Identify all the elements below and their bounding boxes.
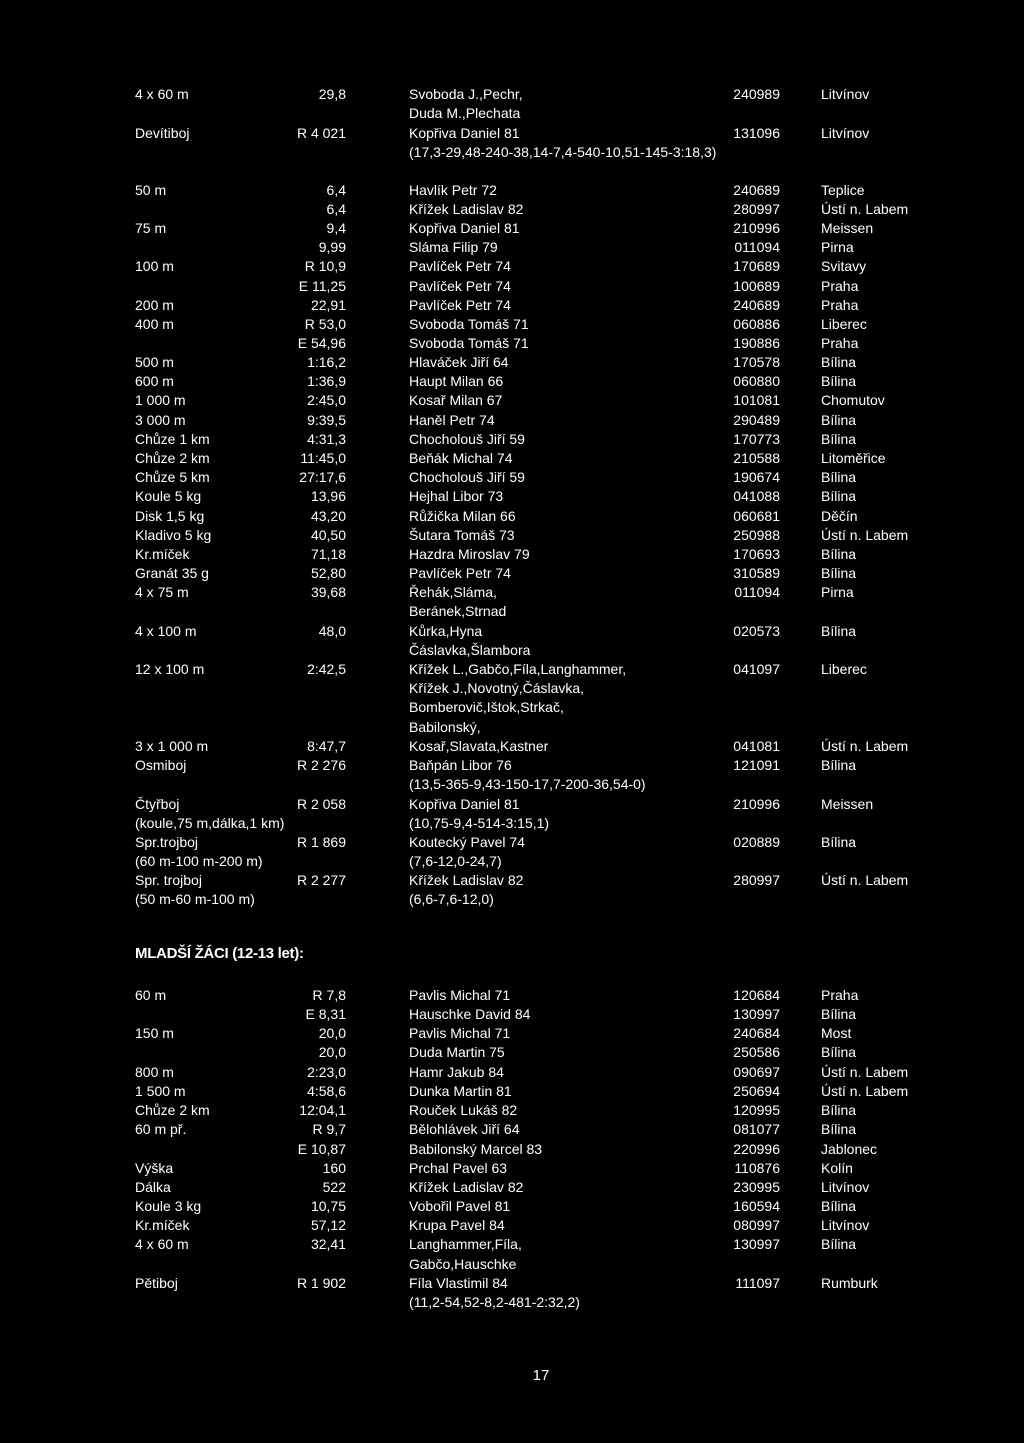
- record-place: Bílina: [821, 757, 857, 773]
- record-result: E 10,87: [297, 1141, 346, 1157]
- record-event: Spr. trojboj: [135, 872, 202, 888]
- record-result: 9,4: [326, 220, 346, 236]
- record-event: 4 x 100 m: [135, 623, 197, 639]
- record-event: 50 m: [135, 182, 167, 198]
- record-place: Bílina: [821, 546, 857, 562]
- record-date: 240689: [733, 297, 780, 313]
- record-result: 6,4: [326, 201, 346, 217]
- record-name: Chocholouš Jiří 59: [409, 431, 525, 447]
- record-place: Bílina: [821, 834, 857, 850]
- record-name: Bělohlávek Jiří 64: [409, 1121, 520, 1137]
- record-date: 170689: [733, 258, 780, 274]
- record-result: E 54,96: [297, 335, 346, 351]
- record-event: Kr.míček: [135, 546, 190, 562]
- record-name: Hamr Jakub 84: [409, 1064, 504, 1080]
- record-place: Pirna: [821, 584, 854, 600]
- record-place: Ústí n. Labem: [821, 738, 909, 754]
- record-result: 9,99: [318, 239, 346, 255]
- record-event: Kladivo 5 kg: [135, 527, 212, 543]
- record-event: 100 m: [135, 258, 174, 274]
- record-place: Most: [821, 1025, 852, 1041]
- record-place: Litvínov: [821, 125, 870, 141]
- record-result: 9:39,5: [307, 412, 346, 428]
- record-event: 60 m: [135, 987, 167, 1003]
- record-name: Haupt Milan 66: [409, 373, 504, 389]
- record-name: Kopřiva Daniel 81: [409, 796, 520, 812]
- record-place: Bílina: [821, 431, 857, 447]
- record-name: Kosař Milan 67: [409, 392, 503, 408]
- record-date: 310589: [733, 565, 780, 581]
- record-name: Kopřiva Daniel 81: [409, 220, 520, 236]
- record-name: Beránek,Strnad: [409, 603, 507, 619]
- record-result: 13,96: [310, 488, 346, 504]
- record-name: Babilonský,: [409, 719, 481, 735]
- record-name: Křížek J.,Novotný,Čáslavka,: [409, 680, 585, 696]
- record-event: 150 m: [135, 1025, 174, 1041]
- record-place: Ústí n. Labem: [821, 201, 909, 217]
- record-place: Ústí n. Labem: [821, 527, 909, 543]
- record-result: R 53,0: [304, 316, 346, 332]
- record-event: Pětiboj: [135, 1275, 178, 1291]
- record-place: Ústí n. Labem: [821, 1064, 909, 1080]
- record-place: Bílina: [821, 469, 857, 485]
- record-name: Prchal Pavel 63: [409, 1160, 508, 1176]
- record-date: 230995: [733, 1179, 780, 1195]
- record-name: Havlík Petr 72: [409, 182, 497, 198]
- record-date: 020889: [733, 834, 780, 850]
- record-place: Bílina: [821, 1236, 857, 1252]
- record-result: 27:17,6: [299, 469, 346, 485]
- record-date: 090697: [733, 1064, 780, 1080]
- record-date: 081077: [733, 1121, 780, 1137]
- record-date: 041088: [733, 488, 780, 504]
- record-result: R 2 058: [296, 796, 346, 812]
- record-result: R 9,7: [312, 1121, 346, 1137]
- record-name: Pavlis Michal 71: [409, 987, 511, 1003]
- record-result: 2:45,0: [307, 392, 346, 408]
- record-date: 011094: [734, 584, 780, 600]
- record-date: 130997: [733, 1236, 780, 1252]
- record-result: 48,0: [318, 623, 346, 639]
- record-result: 52,80: [310, 565, 346, 581]
- record-result: E 8,31: [305, 1006, 346, 1022]
- record-name: Duda M.,Plechata: [409, 105, 521, 121]
- record-place: Bílina: [821, 412, 857, 428]
- record-date: 120684: [733, 987, 780, 1003]
- record-place: Bílina: [821, 1198, 857, 1214]
- record-event: Osmiboj: [135, 757, 187, 773]
- record-result: 11:45,0: [300, 450, 346, 466]
- record-result: 6,4: [326, 182, 346, 198]
- record-name: Duda Martin 75: [409, 1044, 505, 1060]
- record-name: Svoboda J.,Pechr,: [409, 86, 523, 102]
- record-result: R 2 276: [296, 757, 346, 773]
- record-event: 800 m: [135, 1064, 174, 1080]
- record-result: 2:42,5: [307, 661, 346, 677]
- record-date: 101081: [733, 392, 780, 408]
- record-event: Chůze 2 km: [135, 1102, 210, 1118]
- record-date: 060681: [733, 508, 780, 524]
- record-result: 12:04,1: [299, 1102, 346, 1118]
- record-result: R 1 902: [296, 1275, 346, 1291]
- record-date: 210996: [733, 220, 780, 236]
- record-name: (6,6-7,6-12,0): [409, 891, 494, 907]
- record-result: 29,8: [318, 86, 346, 102]
- record-place: Bílina: [821, 373, 857, 389]
- record-result: 4:31,3: [307, 431, 346, 447]
- record-date: 250694: [733, 1083, 780, 1099]
- record-place: Litoměřice: [821, 450, 886, 466]
- record-name: (7,6-12,0-24,7): [409, 853, 502, 869]
- record-name: Křížek Ladislav 82: [409, 1179, 524, 1195]
- record-result: 39,68: [310, 584, 346, 600]
- record-date: 250988: [733, 527, 780, 543]
- record-place: Liberec: [821, 316, 867, 332]
- record-place: Bílina: [821, 1102, 857, 1118]
- record-date: 170693: [733, 546, 780, 562]
- record-date: 121091: [733, 757, 780, 773]
- record-date: 290489: [733, 412, 780, 428]
- record-name: Bomberovič,Ištok,Strkač,: [409, 699, 564, 715]
- record-place: Litvínov: [821, 1179, 870, 1195]
- record-place: Bílina: [821, 1044, 857, 1060]
- record-result: 57,12: [310, 1217, 346, 1233]
- record-date: 190886: [733, 335, 780, 351]
- record-name: Langhammer,Fíla,: [409, 1236, 522, 1252]
- record-event: 4 x 75 m: [135, 584, 189, 600]
- record-event: 75 m: [135, 220, 167, 236]
- record-result: 43,20: [310, 508, 346, 524]
- record-event: Čtyřboj: [135, 796, 180, 812]
- record-event: Koule 3 kg: [135, 1198, 202, 1214]
- record-place: Bílina: [821, 488, 857, 504]
- record-event: (60 m-100 m-200 m): [135, 853, 263, 869]
- record-event: Spr.trojboj: [135, 834, 199, 850]
- record-date: 280997: [733, 201, 780, 217]
- record-name: Fíla Vlastimil 84: [409, 1275, 508, 1291]
- record-name: Svoboda Tomáš 71: [409, 316, 529, 332]
- record-place: Bílina: [821, 354, 857, 370]
- record-name: Křížek L.,Gabčo,Fíla,Langhammer,: [409, 661, 627, 677]
- record-name: Haněl Petr 74: [409, 412, 495, 428]
- record-event: 60 m př.: [135, 1121, 187, 1137]
- record-event: 500 m: [135, 354, 174, 370]
- record-name: Vobořil Pavel 81: [409, 1198, 511, 1214]
- record-date: 170578: [733, 354, 780, 370]
- record-name: Kopřiva Daniel 81: [409, 125, 520, 141]
- record-date: 170773: [733, 431, 780, 447]
- record-event: Výška: [135, 1160, 174, 1176]
- record-result: R 10,9: [304, 258, 346, 274]
- record-name: Chocholouš Jiří 59: [409, 469, 525, 485]
- record-event: 12 x 100 m: [135, 661, 205, 677]
- record-place: Bílina: [821, 1121, 857, 1137]
- record-result: E 11,25: [298, 278, 346, 294]
- record-date: 130997: [733, 1006, 780, 1022]
- record-event: Disk 1,5 kg: [135, 508, 205, 524]
- record-place: Praha: [821, 297, 859, 313]
- record-name: Babilonský Marcel 83: [409, 1141, 543, 1157]
- record-name: (11,2-54,52-8,2-481-2:32,2): [409, 1294, 580, 1310]
- record-result: 20,0: [318, 1025, 346, 1041]
- record-name: Pavlíček Petr 74: [409, 258, 511, 274]
- record-name: Růžička Milan 66: [409, 508, 516, 524]
- record-date: 240689: [733, 182, 780, 198]
- record-event: 1 000 m: [135, 392, 186, 408]
- record-event: 400 m: [135, 316, 174, 332]
- record-name: Pavlíček Petr 74: [409, 565, 511, 581]
- record-result: 10,75: [310, 1198, 346, 1214]
- record-name: Pavlis Michal 71: [409, 1025, 511, 1041]
- record-date: 041097: [733, 661, 780, 677]
- record-result: 20,0: [318, 1044, 346, 1060]
- record-name: Krupa Pavel 84: [409, 1217, 505, 1233]
- record-name: Rouček Lukáš 82: [409, 1102, 518, 1118]
- record-event: 3 000 m: [135, 412, 186, 428]
- record-name: Hejhal Libor 73: [409, 488, 504, 504]
- record-name: Kůrka,Hyna: [409, 623, 483, 639]
- record-date: 110876: [734, 1160, 780, 1176]
- record-result: 8:47,7: [307, 738, 346, 754]
- record-event: Granát 35 g: [135, 565, 209, 581]
- record-name: Beňák Michal 74: [409, 450, 513, 466]
- record-event: 4 x 60 m: [135, 1236, 189, 1252]
- record-date: 100689: [733, 278, 780, 294]
- record-place: Bílina: [821, 623, 857, 639]
- record-place: Praha: [821, 335, 859, 351]
- record-date: 240684: [733, 1025, 780, 1041]
- record-event: Kr.míček: [135, 1217, 190, 1233]
- record-event: Chůze 2 km: [135, 450, 210, 466]
- record-name: Řehák,Sláma,: [409, 584, 497, 600]
- record-date: 210588: [733, 450, 780, 466]
- record-event: 1 500 m: [135, 1083, 186, 1099]
- record-place: Litvínov: [821, 1217, 870, 1233]
- record-name: (10,75-9,4-514-3:15,1): [409, 815, 550, 831]
- record-place: Litvínov: [821, 86, 870, 102]
- record-date: 220996: [733, 1141, 780, 1157]
- record-place: Meissen: [821, 796, 874, 812]
- record-name: Baňpán Libor 76: [409, 757, 512, 773]
- record-place: Praha: [821, 987, 859, 1003]
- record-place: Ústí n. Labem: [821, 872, 909, 888]
- record-name: Svoboda Tomáš 71: [409, 335, 529, 351]
- record-result: R 7,8: [312, 987, 346, 1003]
- record-place: Ústí n. Labem: [821, 1083, 909, 1099]
- record-name: Dunka Martin 81: [409, 1083, 512, 1099]
- record-result: 22,91: [310, 297, 346, 313]
- record-name: Kosař,Slavata,Kastner: [409, 738, 549, 754]
- record-name: Čáslavka,Šlambora: [409, 642, 531, 658]
- record-event: Dálka: [135, 1179, 171, 1195]
- record-result: R 1 869: [296, 834, 346, 850]
- record-result: 71,18: [310, 546, 346, 562]
- record-result: R 4 021: [296, 125, 346, 141]
- record-date: 120995: [733, 1102, 780, 1118]
- record-result: 1:36,9: [307, 373, 346, 389]
- record-date: 020573: [733, 623, 780, 639]
- record-event: Koule 5 kg: [135, 488, 202, 504]
- record-result: 32,41: [310, 1236, 346, 1252]
- record-date: 190674: [733, 469, 780, 485]
- record-date: 111097: [735, 1275, 780, 1291]
- record-name: Sláma Filip 79: [409, 239, 498, 255]
- record-date: 131096: [733, 125, 780, 141]
- record-name: Hlaváček Jiří 64: [409, 354, 509, 370]
- record-place: Chomutov: [821, 392, 885, 408]
- record-date: 041081: [733, 738, 780, 754]
- record-name: Pavlíček Petr 74: [409, 297, 511, 313]
- record-place: Svitavy: [821, 258, 867, 274]
- record-name: Koutecký Pavel 74: [409, 834, 525, 850]
- record-event: 3 x 1 000 m: [135, 738, 209, 754]
- record-name: (13,5-365-9,43-150-17,7-200-36,54-0): [409, 776, 646, 792]
- record-result: 4:58,6: [307, 1083, 346, 1099]
- record-event: Chůze 5 km: [135, 469, 210, 485]
- record-event: Chůze 1 km: [135, 431, 210, 447]
- record-place: Děčín: [821, 508, 858, 524]
- record-result: 522: [322, 1179, 346, 1195]
- record-name: Pavlíček Petr 74: [409, 278, 511, 294]
- record-place: Liberec: [821, 661, 867, 677]
- record-place: Rumburk: [821, 1275, 878, 1291]
- record-place: Bílina: [821, 565, 857, 581]
- record-result: 1:16,2: [307, 354, 346, 370]
- record-date: 080997: [733, 1217, 780, 1233]
- record-event: 600 m: [135, 373, 174, 389]
- record-date: 011094: [734, 239, 780, 255]
- record-date: 160594: [733, 1198, 780, 1214]
- record-date: 240989: [733, 86, 780, 102]
- record-name: Šutara Tomáš 73: [409, 527, 515, 543]
- record-name: Hauschke David 84: [409, 1006, 531, 1022]
- record-date: 280997: [733, 872, 780, 888]
- record-place: Pirna: [821, 239, 854, 255]
- record-result: 2:23,0: [307, 1064, 346, 1080]
- record-result: 160: [322, 1160, 346, 1176]
- record-date: 060886: [733, 316, 780, 332]
- record-event: 4 x 60 m: [135, 86, 189, 102]
- record-result: 40,50: [310, 527, 346, 543]
- record-place: Meissen: [821, 220, 874, 236]
- record-date: 250586: [733, 1044, 780, 1060]
- page-number: 17: [532, 1367, 550, 1384]
- record-place: Teplice: [821, 182, 865, 198]
- record-name: Křížek Ladislav 82: [409, 872, 524, 888]
- record-name: Křížek Ladislav 82: [409, 201, 524, 217]
- record-name: Gabčo,Hauschke: [409, 1256, 517, 1272]
- record-name: (17,3-29,48-240-38,14-7,4-540-10,51-145-3:18,3): [409, 144, 717, 160]
- record-place: Kolín: [821, 1160, 853, 1176]
- record-place: Jablonec: [821, 1141, 878, 1157]
- record-name: Hazdra Miroslav 79: [409, 546, 530, 562]
- record-event: Devítiboj: [135, 125, 190, 141]
- record-result: R 2 277: [296, 872, 346, 888]
- record-event: 200 m: [135, 297, 174, 313]
- record-event: (koule,75 m,dálka,1 km): [135, 815, 285, 831]
- section-heading: MLADŠÍ ŽÁCI (12-13 let):: [135, 945, 304, 962]
- record-place: Bílina: [821, 1006, 857, 1022]
- record-place: Praha: [821, 278, 859, 294]
- record-date: 210996: [733, 796, 780, 812]
- record-event: (50 m-60 m-100 m): [135, 891, 255, 907]
- record-date: 060880: [733, 373, 780, 389]
